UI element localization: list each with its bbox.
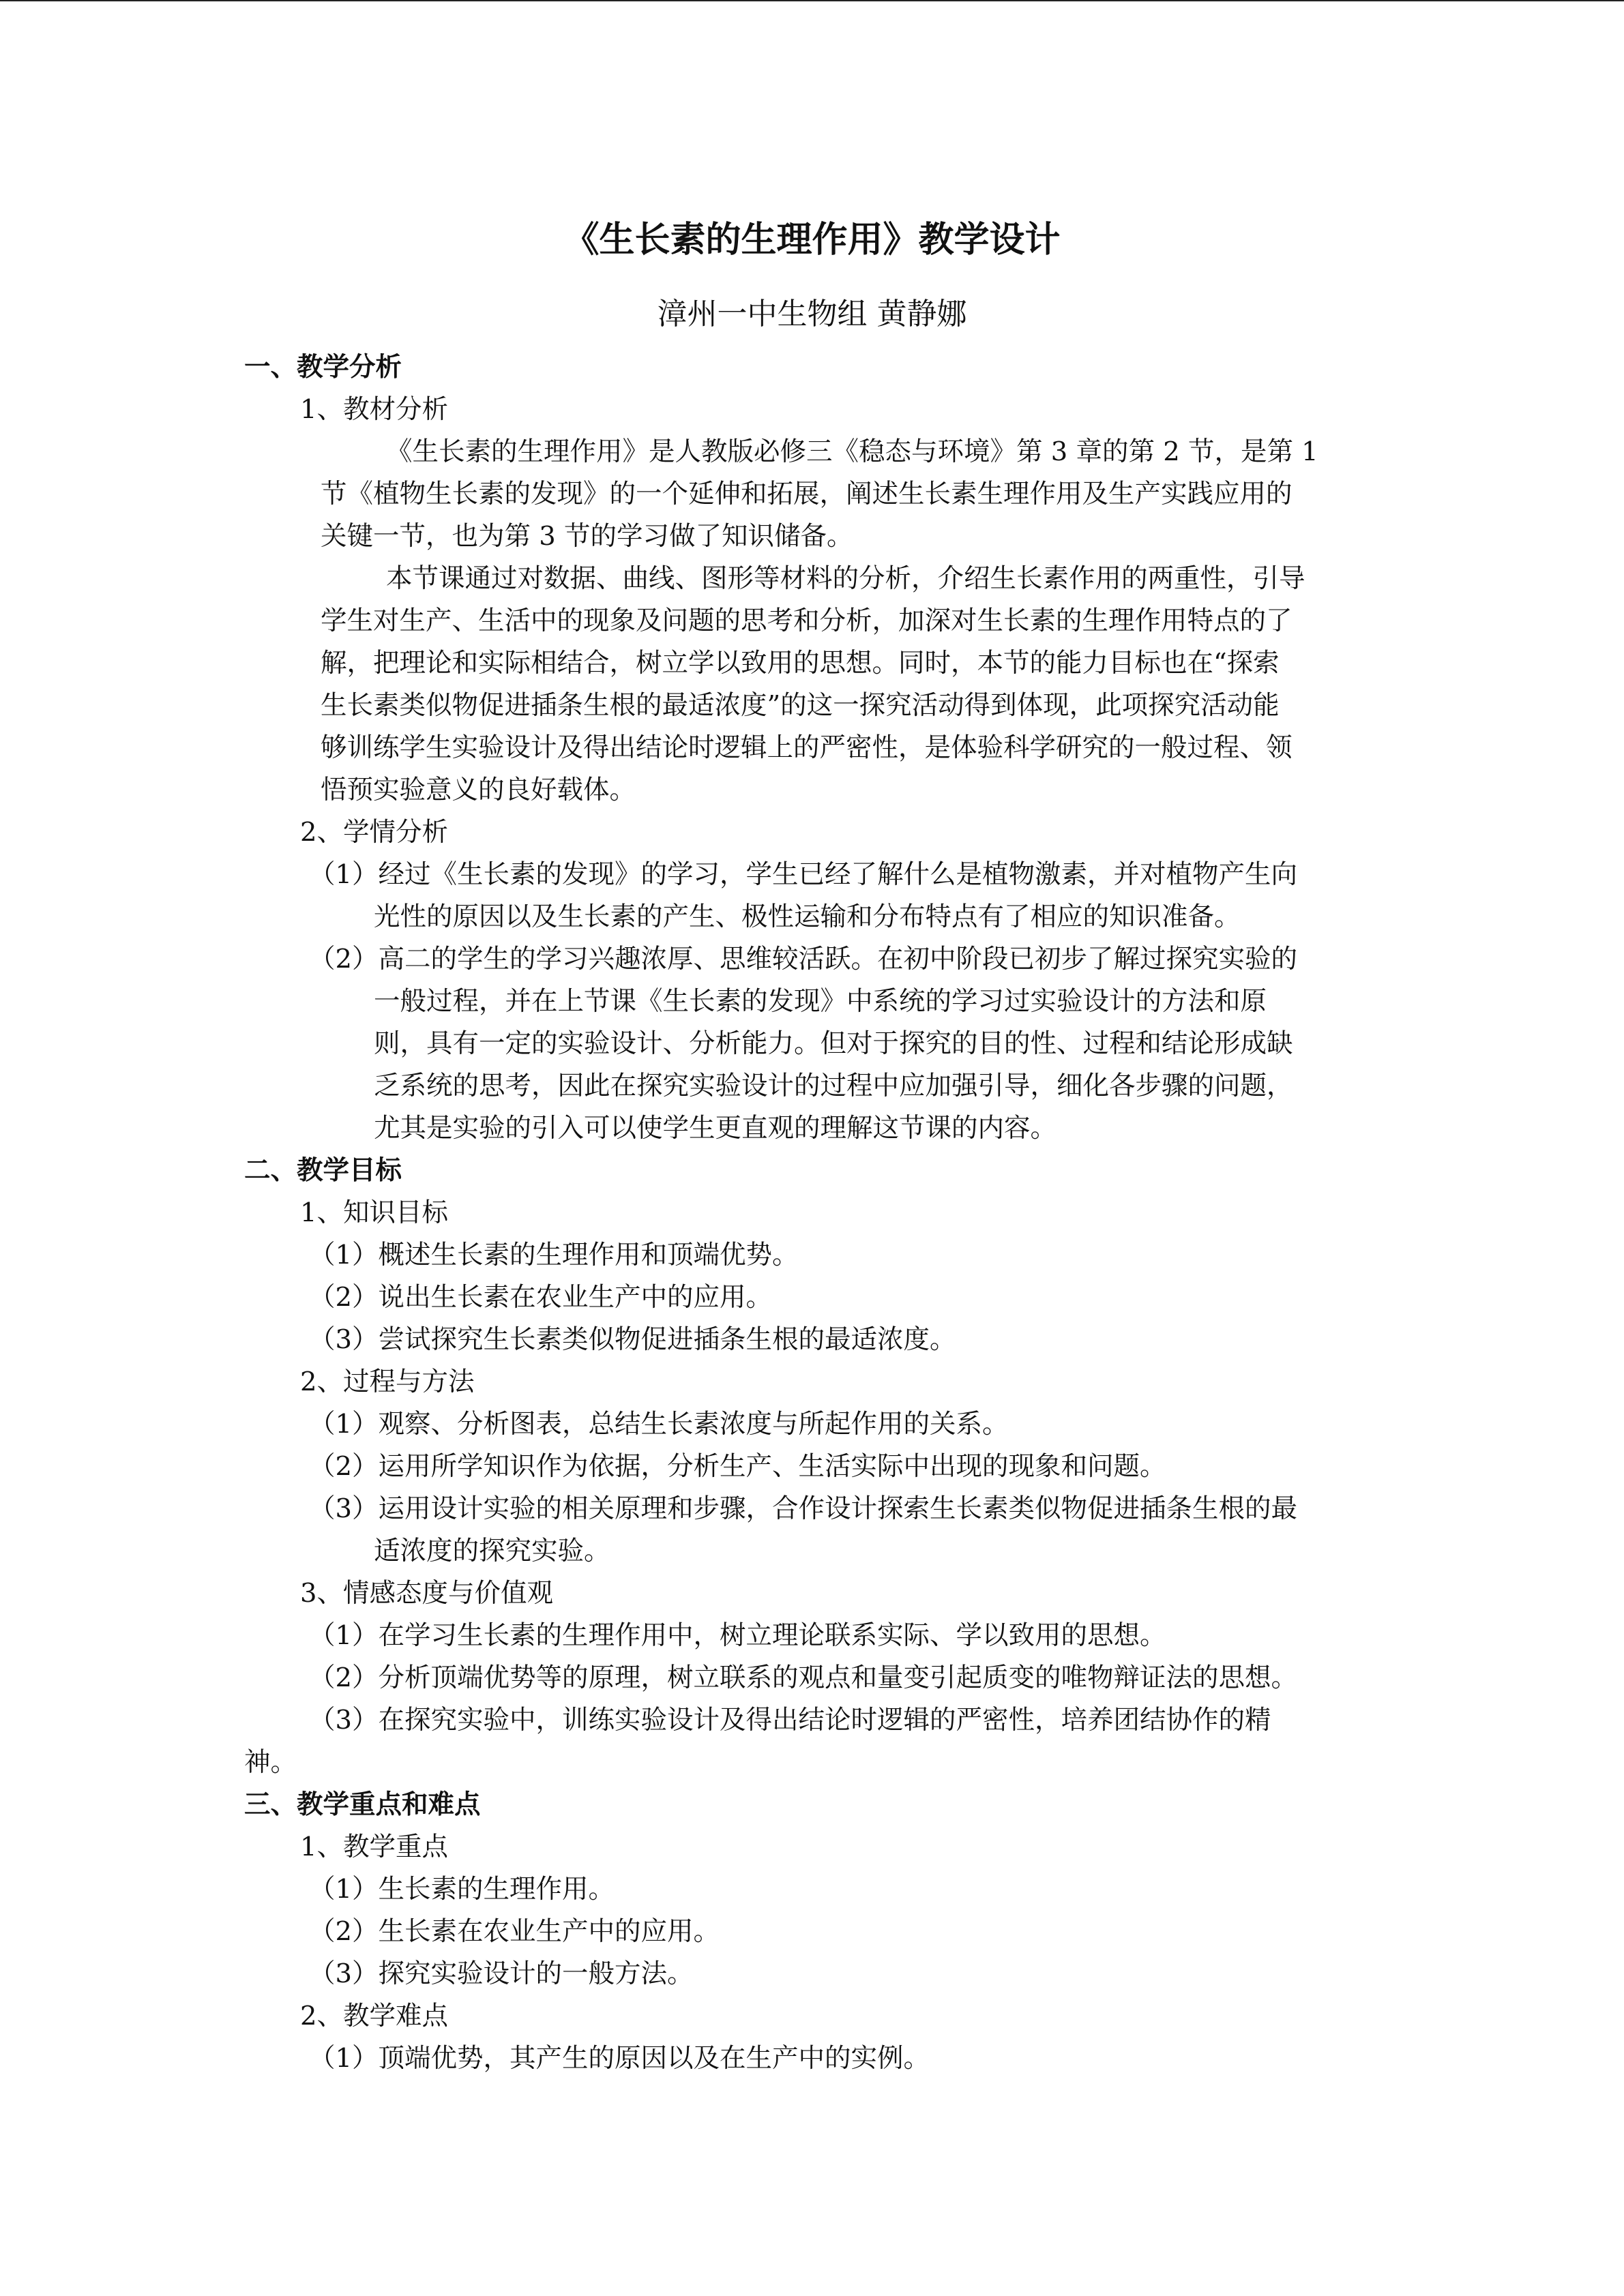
list-item: （2）说出生长素在农业生产中的应用。 bbox=[309, 1282, 772, 1313]
list-item-continuation: 则，具有一定的实验设计、分析能力。但对于探究的目的性、过程和结论形成缺 bbox=[374, 1028, 1293, 1059]
list-item-continuation: 尤其是实验的引入可以使学生更直观的理解这节课的内容。 bbox=[374, 1113, 1057, 1144]
paragraph-line: 悟预实验意义的良好载体。 bbox=[321, 775, 636, 805]
list-item: （2）分析顶端优势等的原理，树立联系的观点和量变引起质变的唯物辩证法的思想。 bbox=[309, 1663, 1297, 1693]
list-item-continuation: 乏系统的思考，因此在探究实验设计的过程中应加强引导，细化各步骤的问题， bbox=[374, 1071, 1293, 1101]
subsection-heading-knowledge: 1、知识目标 bbox=[300, 1197, 448, 1228]
subsection-heading-difficulty: 2、教学难点 bbox=[300, 2001, 448, 2031]
document-author: 漳州一中生物组 黄静娜 bbox=[657, 297, 967, 331]
paragraph-line: 够训练学生实验设计及得出结论时逻辑上的严密性，是体验科学研究的一般过程、领 bbox=[321, 732, 1293, 763]
list-item: （3）在探究实验中，训练实验设计及得出结论时逻辑的严密性，培养团结协作的精 bbox=[309, 1705, 1271, 1735]
section-heading-objectives: 二、教学目标 bbox=[244, 1155, 402, 1186]
subsection-heading-learner: 2、学情分析 bbox=[300, 817, 448, 848]
document-title: 《生长素的生理作用》教学设计 bbox=[563, 219, 1061, 260]
list-item: （1）概述生长素的生理作用和顶端优势。 bbox=[309, 1240, 799, 1270]
document-body bbox=[244, 346, 1380, 2080]
paragraph-line: 《生长素的生理作用》是人教版必修三《稳态与环境》第 3 章的第 2 节，是第 1 bbox=[386, 436, 1318, 467]
paragraph-line: 学生对生产、生活中的现象及问题的思考和分析，加深对生长素的生理作用特点的了 bbox=[321, 606, 1293, 636]
paragraph-line: 解，把理论和实际相结合，树立学以致用的思想。同时，本节的能力目标也在“探索 bbox=[321, 648, 1280, 679]
subsection-heading-textbook: 1、教材分析 bbox=[300, 394, 448, 425]
list-item: （1）生长素的生理作用。 bbox=[309, 1874, 615, 1905]
list-item: （2）生长素在农业生产中的应用。 bbox=[309, 1916, 720, 1947]
list-item: （3）探究实验设计的一般方法。 bbox=[309, 1958, 694, 1989]
paragraph-line: 节《植物生长素的发现》的一个延伸和拓展，阐述生长素生理作用及生产实践应用的 bbox=[321, 479, 1293, 509]
paragraph-line: 生长素类似物促进插条生根的最适浓度”的这一探究活动得到体现，此项探究活动能 bbox=[321, 690, 1280, 721]
list-item: （1）经过《生长素的发现》的学习，学生已经了解什么是植物激素，并对植物产生向 bbox=[309, 859, 1297, 890]
list-item: （1）观察、分析图表，总结生长素浓度与所起作用的关系。 bbox=[309, 1409, 1009, 1440]
list-item: （3）运用设计实验的相关原理和步骤，合作设计探索生长素类似物促进插条生根的最 bbox=[309, 1493, 1297, 1524]
section-heading-analysis: 一、教学分析 bbox=[244, 352, 402, 383]
subsection-heading-process: 2、过程与方法 bbox=[300, 1367, 475, 1397]
subsection-heading-attitude: 3、情感态度与价值观 bbox=[300, 1578, 553, 1609]
list-item: （1）顶端优势，其产生的原因以及在生产中的实例。 bbox=[309, 2043, 930, 2074]
list-item-continuation: 适浓度的探究实验。 bbox=[374, 1536, 610, 1566]
paragraph-line: 本节课通过对数据、曲线、图形等材料的分析，介绍生长素作用的两重性，引导 bbox=[386, 563, 1305, 594]
list-item-continuation: 神。 bbox=[244, 1747, 297, 1778]
section-heading-key-points: 三、教学重点和难点 bbox=[244, 1789, 481, 1820]
subsection-heading-focus: 1、教学重点 bbox=[300, 1832, 448, 1862]
list-item: （2）高二的学生的学习兴趣浓厚、思维较活跃。在初中阶段已初步了解过探究实验的 bbox=[309, 944, 1297, 974]
list-item: （1）在学习生长素的生理作用中，树立理论联系实际、学以致用的思想。 bbox=[309, 1620, 1166, 1651]
list-item-continuation: 一般过程，并在上节课《生长素的发现》中系统的学习过实验设计的方法和原 bbox=[374, 986, 1267, 1017]
list-item-continuation: 光性的原因以及生长素的产生、极性运输和分布特点有了相应的知识准备。 bbox=[374, 901, 1241, 932]
paragraph-line: 关键一节，也为第 3 节的学习做了知识储备。 bbox=[321, 521, 853, 552]
list-item: （2）运用所学知识作为依据，分析生产、生活实际中出现的现象和问题。 bbox=[309, 1451, 1166, 1482]
list-item: （3）尝试探究生长素类似物促进插条生根的最适浓度。 bbox=[309, 1324, 956, 1355]
